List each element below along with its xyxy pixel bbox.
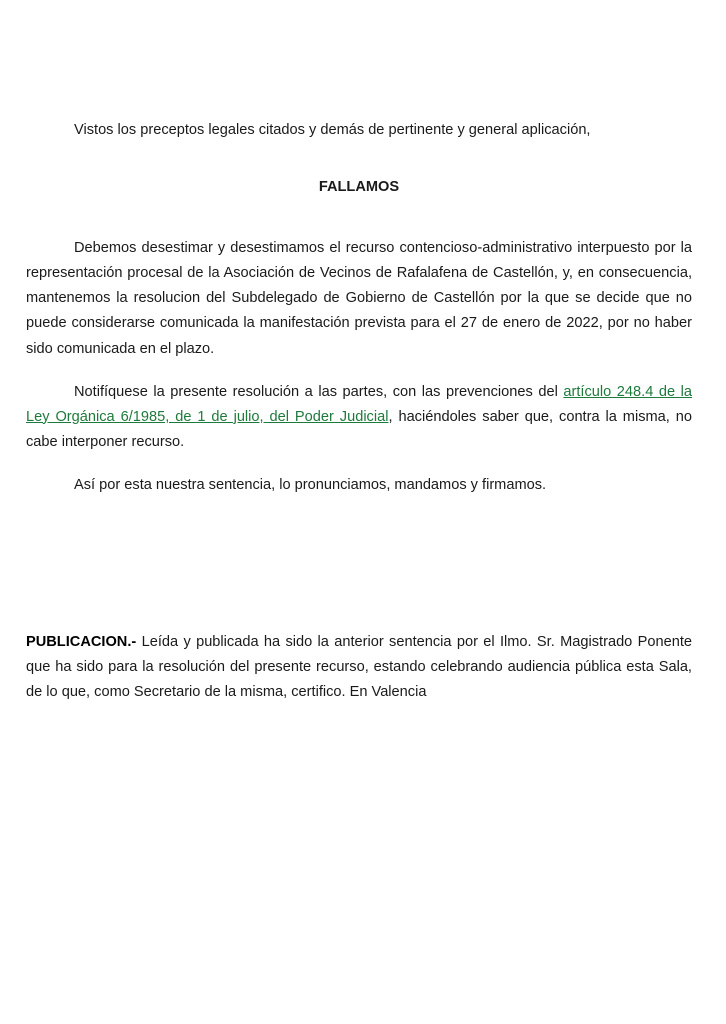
paragraph-notifiquese <box>26 380 692 455</box>
paragraph-publicacion <box>26 630 692 705</box>
section-heading-fallamos: FALLAMOS <box>318 179 400 196</box>
notifiquese-text-after: , haciéndoles saber que, contra la misma, no cabe interponer recurso. <box>26 408 692 450</box>
paragraph-asi-por-esta: Así por esta nuestra sentencia, lo pronunciamos, mandamos y firmamos. <box>74 476 547 493</box>
publicacion-label: PUBLICACION.- <box>26 634 137 651</box>
ley-organica-link[interactable]: artículo 248.4 de la Ley Orgánica 6/1985, de 1 de julio, del Poder Judicial <box>26 383 693 425</box>
spacer <box>26 200 692 236</box>
notifiquese-text-before: Notifíquese la presente resolución a las partes, con las prevenciones del <box>74 383 564 400</box>
spacer <box>26 143 692 175</box>
paragraph-vistos: Vistos los preceptos legales citados y demás de pertinente y general aplicación, <box>74 122 591 138</box>
spacer <box>26 362 692 380</box>
publicacion-text: Leída y publicada ha sido la anterior sentencia por el Ilmo. Sr. Magistrado Ponente que ha sido para la resolución del presente recurso, estando celebrando audiencia pública esta Sala, de lo que, como Secretario de la misma, certifico. En Valencia <box>26 634 692 701</box>
spacer-large <box>26 498 692 630</box>
paragraph-fallo: Debemos desestimar y desestimamos el recurso contencioso-administrativo interpuesto por la representación procesal de la Asociación de Vecinos de Rafalafena de Castellón, y, en consecuencia, mantenemos la resolucion del Subdelegado de Gobierno de Castellón por la que se decide que no puede considerarse comunicada la manifestación prevista para el 27 de enero de 2022, por no haber sido comunicada en el plazo. <box>26 240 692 357</box>
spacer <box>26 455 692 473</box>
